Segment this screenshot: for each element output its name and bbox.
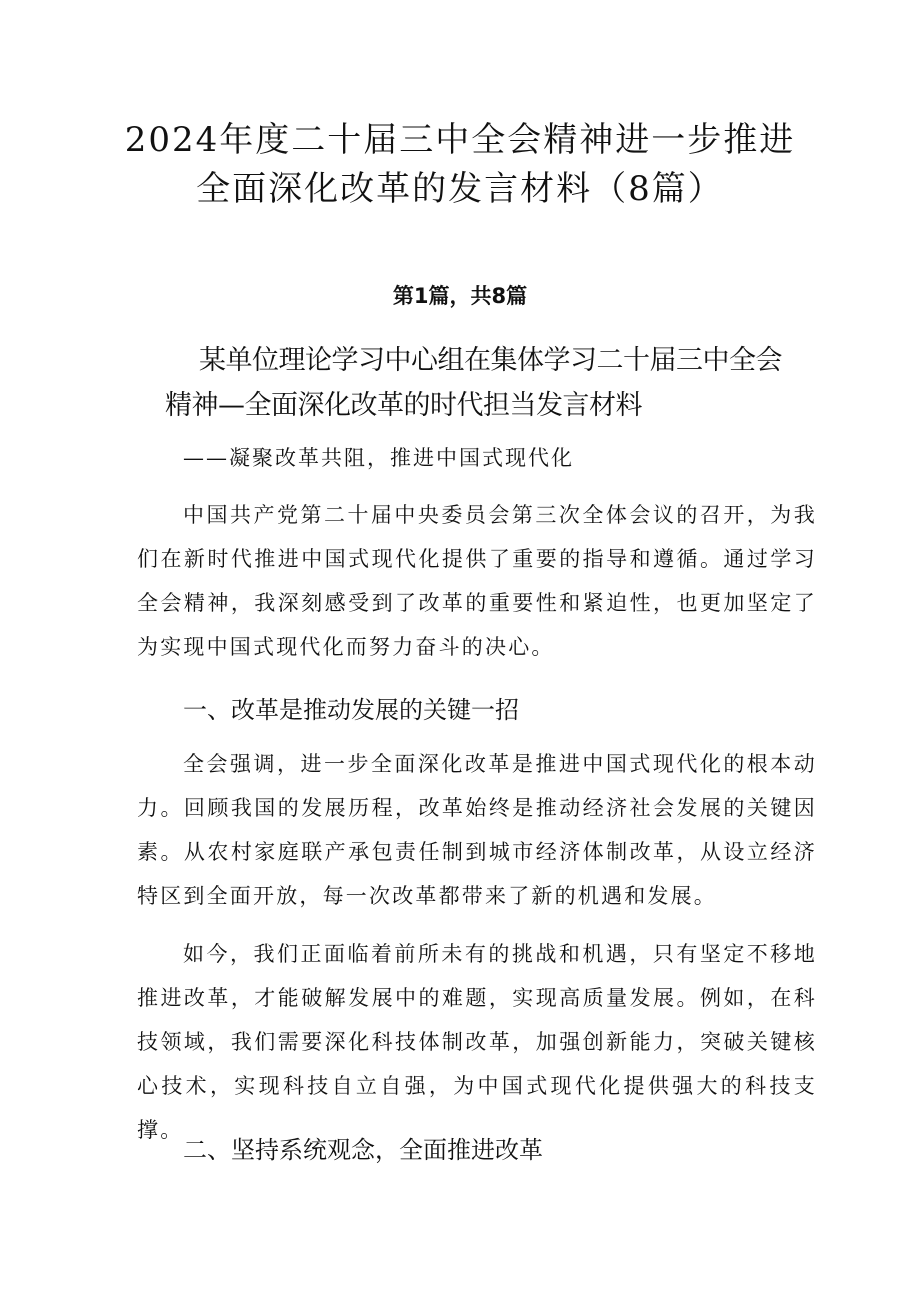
document-title-line-1: 2024年度二十届三中全会精神进一步推进 [124,120,796,160]
article-subheading: ——凝聚改革共阻，推进中国式现代化 [183,446,574,470]
paragraph-section1-b: 如今，我们正面临着前所未有的挑战和机遇，只有坚定不移地推进改革，才能破解发展中的难题，实现高质量发展。例如，在科技领域，我们需要深化科技体制改革，加强创新能力，突破关键核心技术，实现科技自立自强，为中国式现代化提供强大的科技支撑。 [137,942,817,1142]
paragraph-intro: 中国共产党第二十届中央委员会第三次全体会议的召开，为我们在新时代推进中国式现代化提供了重要的指导和遵循。通过学习全会精神，我深刻感受到了改革的重要性和紧迫性，也更加坚定了为实现中国式现代化而努力奋斗的决心。 [137,503,817,659]
paragraph-section1-a: 全会强调，进一步全面深化改革是推进中国式现代化的根本动力。回顾我国的发展历程，改革始终是推动经济社会发展的关键因素。从农村家庭联产承包责任制到城市经济体制改革，从设立经济特区到全面开放，每一次改革都带来了新的机遇和发展。 [137,752,817,908]
article-title-line-2: 精神—全面深化改革的时代担当发言材料 [165,390,642,421]
section-heading-2: 二、坚持系统观念，全面推进改革 [183,1136,543,1164]
article-title-line-1: 某单位理论学习中心组在集体学习二十届三中全会 [199,345,782,376]
article-counter: 第1篇，共8篇 [392,284,528,308]
document-title-line-2: 全面深化改革的发言材料（8篇） [196,169,724,209]
section-heading-1: 一、改革是推动发展的关键一招 [183,696,519,724]
